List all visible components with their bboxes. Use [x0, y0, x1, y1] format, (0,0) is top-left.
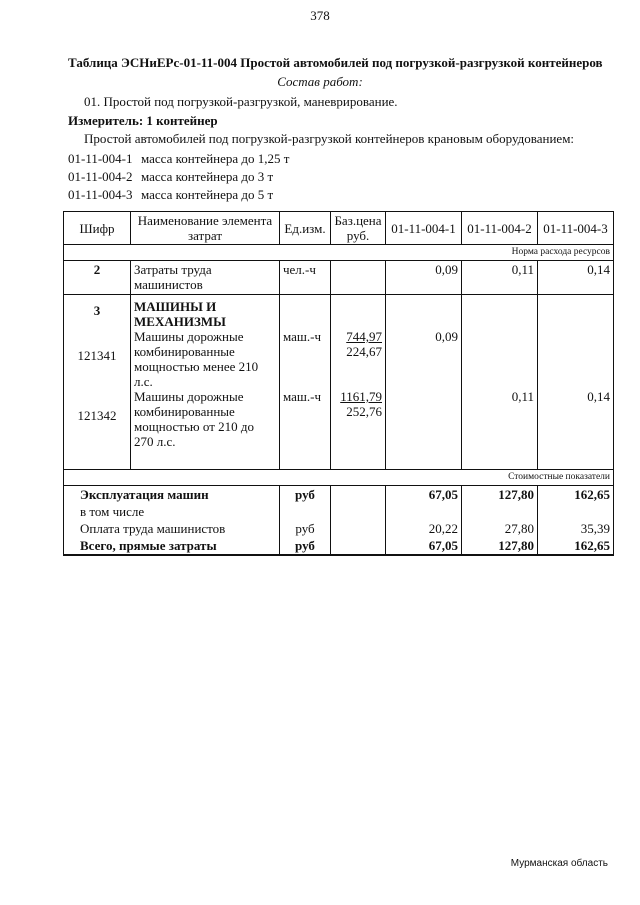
machines-block-codes [64, 295, 131, 470]
total-v3: 162,65 [538, 537, 614, 555]
operator-pay-unit: руб [280, 520, 331, 537]
machines-block-v2 [462, 295, 538, 470]
meter: Измеритель: 1 контейнер [68, 113, 218, 128]
machine2-price-top: 1161,79 [340, 389, 382, 404]
operator-pay-v2: 27,80 [462, 520, 538, 537]
machine1-code: 121341 [77, 348, 117, 363]
exploitation-name: Эксплуатация машин [64, 486, 280, 504]
exploitation-v3: 162,65 [538, 486, 614, 504]
operator-pay-name: Оплата труда машинистов [64, 520, 280, 537]
total-unit: руб [280, 537, 331, 555]
machine1-name: Машины дорожные комбинированные мощностью менее 210 л.с. [134, 329, 259, 389]
total-v1: 67,05 [386, 537, 462, 555]
including-label: в том числе [64, 503, 280, 520]
machine2-code: 121342 [77, 408, 117, 423]
section-name: МАШИНЫ И МЕХАНИЗМЫ [134, 299, 226, 329]
code-desc: масса контейнера до 5 т [141, 187, 274, 202]
cost-label-row [64, 470, 614, 486]
row-name: Затраты труда машинистов [131, 261, 280, 295]
meter-description: Простой автомобилей под погрузкой-разгрузкой контейнеров крановым оборудованием: [84, 131, 575, 146]
exploitation-unit: руб [280, 486, 331, 504]
machine2-v3: 0,14 [587, 389, 610, 404]
header-cipher: Шифр [64, 212, 131, 245]
table-row [64, 295, 614, 470]
code-item [68, 168, 289, 186]
table-header-row [64, 212, 614, 245]
code-id: 01-11-004-3 [68, 187, 133, 202]
code-item [68, 150, 289, 168]
work-composition-heading: Состав работ: [277, 74, 363, 89]
row-v3: 0,14 [538, 261, 614, 295]
header-col1: 01-11-004-1 [386, 212, 462, 245]
machine2-name: Машины дорожные комбинированные мощностью от 210 до 270 л.с. [134, 389, 254, 449]
row-unit: чел.-ч [280, 261, 331, 295]
norm-label-row [64, 245, 614, 261]
machine1-unit: маш.-ч [283, 329, 322, 344]
total-v2: 127,80 [462, 537, 538, 555]
page-number: 378 [310, 8, 330, 23]
section-code: 3 [93, 303, 101, 318]
cost-label: Стоимостные показатели [64, 470, 614, 486]
code-id: 01-11-004-2 [68, 169, 133, 184]
operator-pay-v3: 35,39 [538, 520, 614, 537]
norm-label: Норма расхода ресурсов [64, 245, 614, 261]
norms-table [63, 211, 614, 556]
table-row [64, 486, 614, 504]
header-unit: Ед.изм. [280, 212, 331, 245]
machine2-unit: маш.-ч [283, 389, 322, 404]
machine1-price-bottom: 224,67 [346, 344, 382, 359]
machines-block-units [280, 295, 331, 470]
header-name: Наименование элемента затрат [131, 212, 280, 245]
code-item [68, 186, 289, 204]
machine1-price-top: 744,97 [346, 329, 382, 344]
machine2-v2: 0,11 [511, 389, 534, 404]
machine1-v1: 0,09 [435, 329, 458, 344]
work-item: 01. Простой под погрузкой-разгрузкой, маневрирование. [84, 94, 398, 109]
row-code: 2 [64, 261, 131, 295]
header-col2: 01-11-004-2 [462, 212, 538, 245]
table-row [64, 537, 614, 555]
machines-block-prices [331, 295, 386, 470]
machine2-price-bottom: 252,76 [346, 404, 382, 419]
code-list [68, 150, 289, 204]
header-base-price: Баз.цена руб. [331, 212, 386, 245]
table-row [64, 520, 614, 537]
code-desc: масса контейнера до 3 т [141, 169, 274, 184]
exploitation-v2: 127,80 [462, 486, 538, 504]
machines-block-names [131, 295, 280, 470]
machines-block-v1 [386, 295, 462, 470]
table-row [64, 503, 614, 520]
table-row [64, 261, 614, 295]
code-id: 01-11-004-1 [68, 151, 133, 166]
row-v2: 0,11 [462, 261, 538, 295]
table-title: Таблица ЭСНиЕРс-01-11-004 Простой автомобилей под погрузкой-разгрузкой контейнеров [68, 55, 603, 70]
row-price [331, 261, 386, 295]
header-col3: 01-11-004-3 [538, 212, 614, 245]
exploitation-v1: 67,05 [386, 486, 462, 504]
operator-pay-v1: 20,22 [386, 520, 462, 537]
total-name: Всего, прямые затраты [64, 537, 280, 555]
row-v1: 0,09 [386, 261, 462, 295]
region-footer: Мурманская область [510, 858, 608, 869]
code-desc: масса контейнера до 1,25 т [141, 151, 290, 166]
machines-block-v3 [538, 295, 614, 470]
